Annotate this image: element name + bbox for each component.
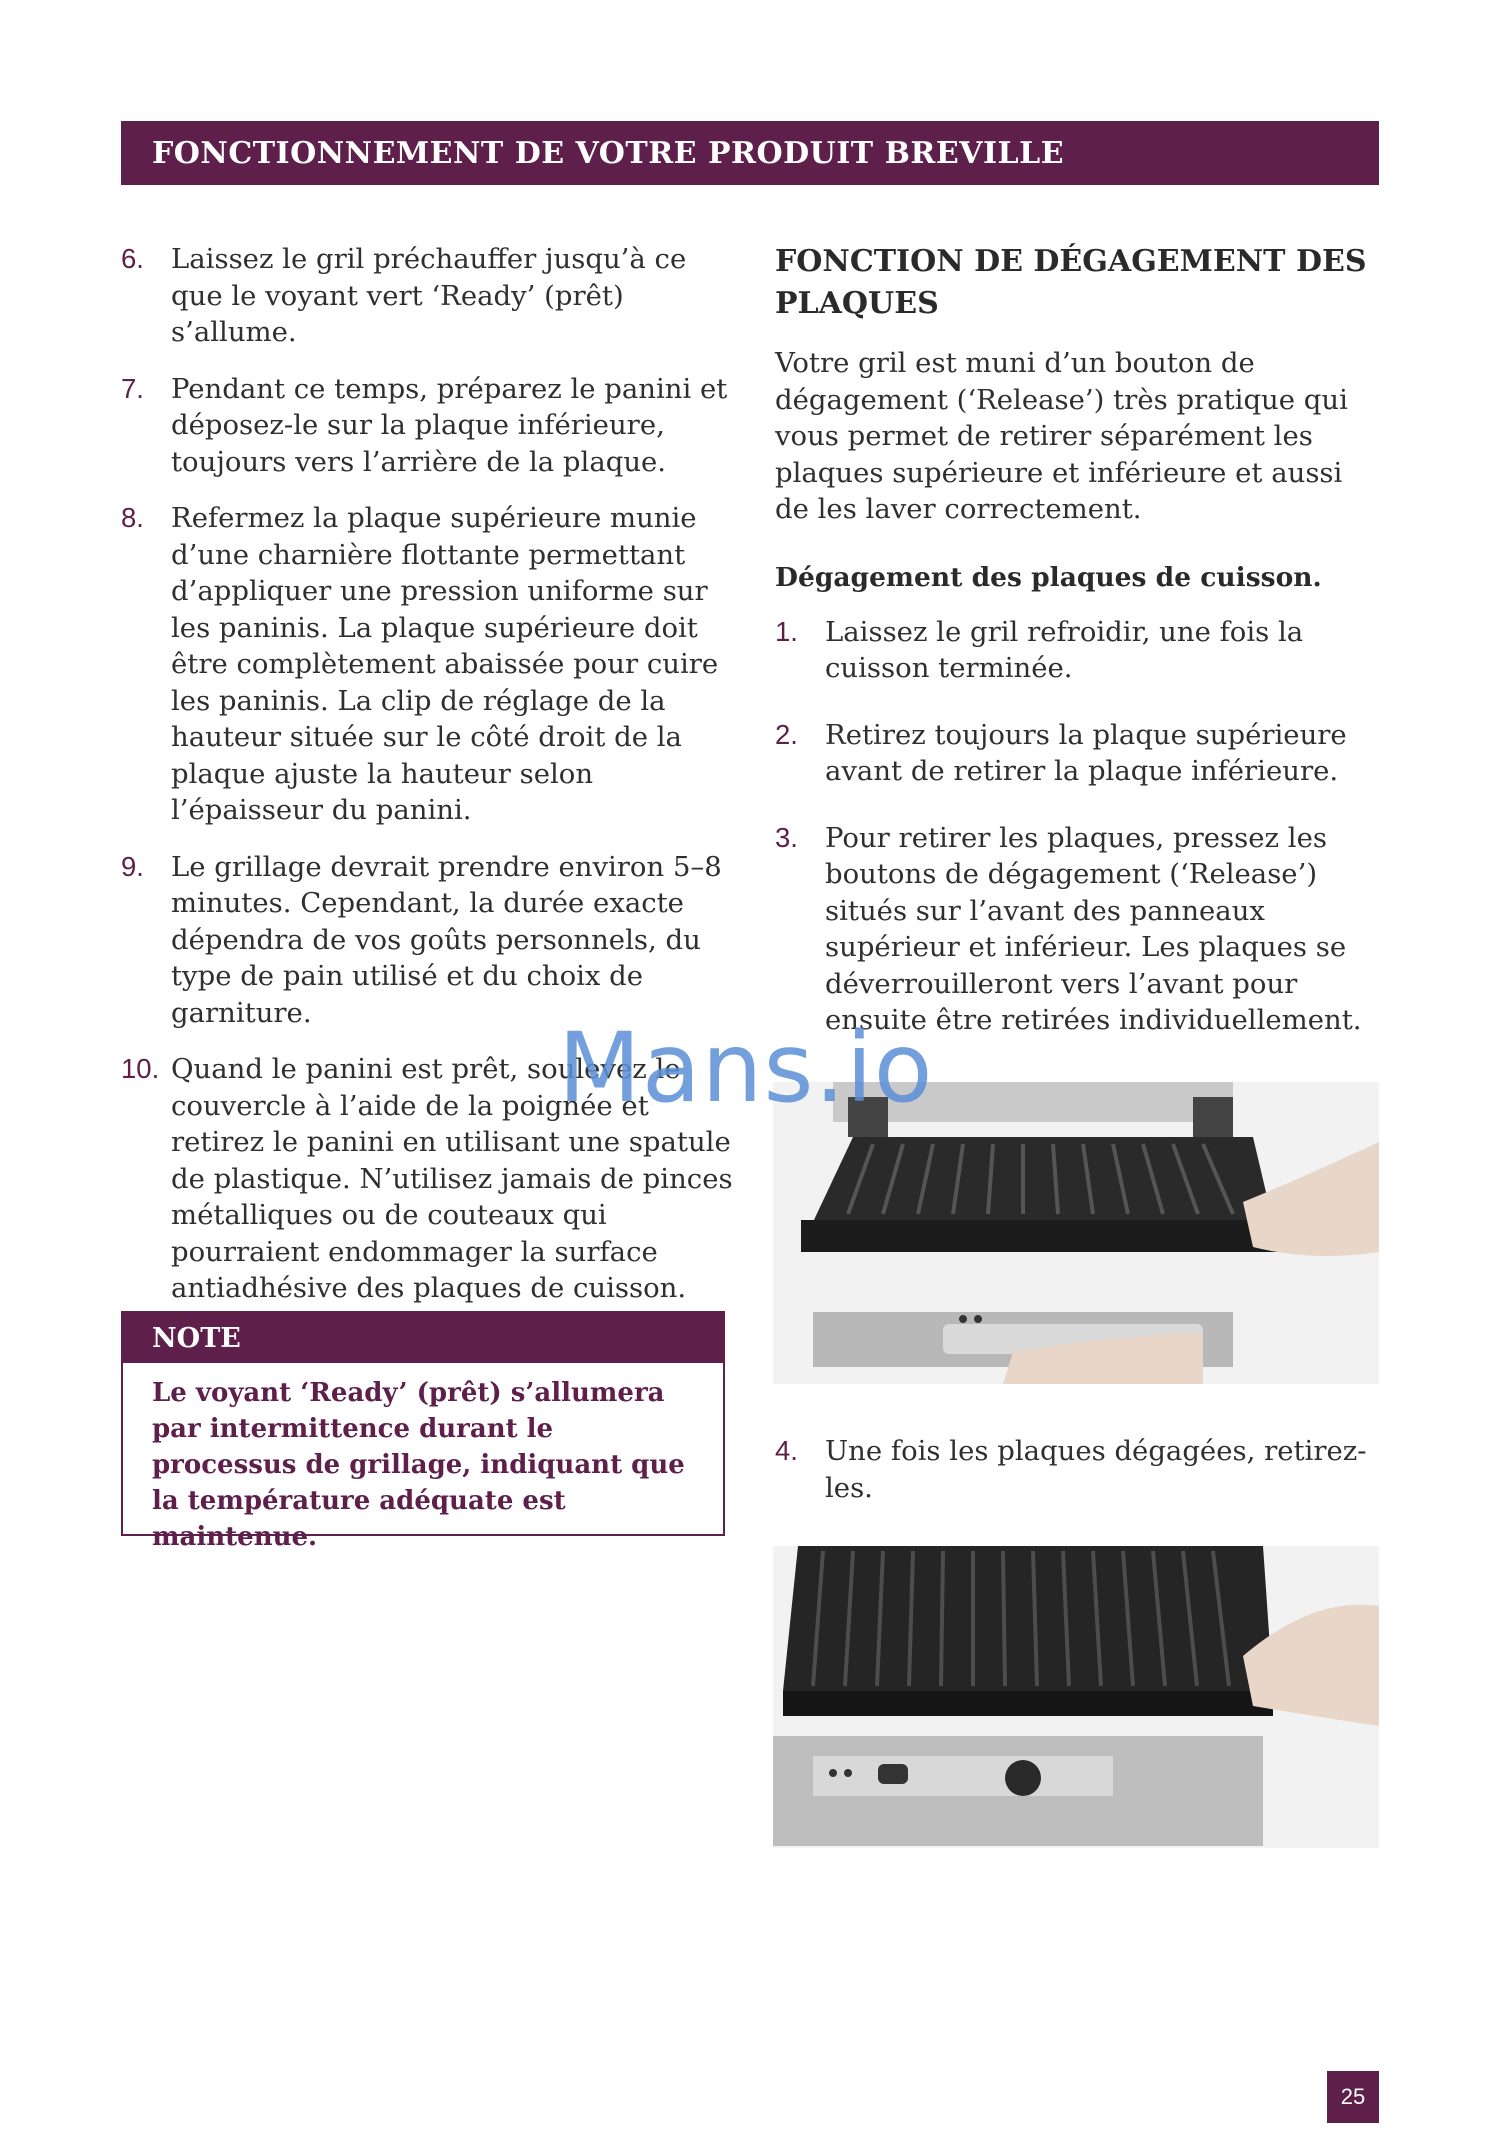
- step-text: Laissez le gril préchauffer jusqu’à ce que le voyant vert ‘Ready’ (prêt) s’allume.: [171, 243, 687, 348]
- step-text: Quand le panini est prêt, soulevez le couvercle à l’aide de la poignée et retirez le panini en utilisant une spatule de plastique. N’utilisez jamais de pinces métalliques ou de couteaux qui pourraient endommager la surface antiadhésive des plaques de cuisson.: [171, 1053, 733, 1304]
- step-text: Le grillage devrait prendre environ 5–8 minutes. Cependant, la durée exacte dépendra de vos goûts personnels, du type de pain utilisé et du choix de garniture.: [171, 850, 722, 1029]
- note-text: Le voyant ‘Ready’ (prêt) s’allumera par intermittence durant le processus de grillage, indiquant que la température adéquate est maintenue.: [152, 1378, 685, 1552]
- step-number: 2.: [775, 718, 798, 750]
- step-6: [121, 241, 741, 351]
- release-step-1: [775, 614, 1379, 687]
- step-text: Pendant ce temps, préparez le panini et déposez-le sur la plaque inférieure, toujours vers l’arrière de la plaque.: [171, 372, 728, 478]
- photo-plate-removed: [773, 1546, 1379, 1848]
- release-step-3: [775, 820, 1379, 1039]
- subheading: Dégagement des plaques de cuisson.: [775, 561, 1322, 593]
- step-number: 1.: [775, 615, 798, 647]
- step-text: Refermez la plaque supérieure munie d’une charnière flottante permettant d’appliquer une pression uniforme sur les paninis. La plaque supérieure doit être complètement abaissée pour cuire les paninis. La clip de réglage de la hauteur située sur le côté droit de la plaque ajuste la hauteur selon l’épaisseur du panini.: [171, 502, 719, 826]
- note-title: NOTE: [123, 1313, 723, 1363]
- step-number: 10.: [121, 1053, 160, 1084]
- grill-plate-removed-illustration: [773, 1546, 1379, 1848]
- right-column: [775, 241, 1379, 1059]
- section-title: FONCTION DE DÉGAGEMENT DES PLAQUES: [775, 244, 1367, 321]
- step-number: 8.: [121, 502, 144, 533]
- section-header-bar: [121, 121, 1379, 185]
- step-7: [121, 371, 741, 481]
- intro-paragraph: Votre gril est muni d’un bouton de dégagement (‘Release’) très pratique qui vous permet de retirer séparément les plaques supérieure et inférieure et aussi de les laver correctement.: [775, 347, 1348, 525]
- step-number: 4.: [775, 1435, 798, 1466]
- step-number: 3.: [775, 821, 798, 853]
- release-step-4: [775, 1433, 1379, 1506]
- release-step-2: [775, 717, 1379, 790]
- left-column: [121, 241, 741, 1327]
- step-text: Pour retirer les plaques, pressez les boutons de dégagement (‘Release’) situés sur l’avant des panneaux supérieur et inférieur. Les plaques se déverrouilleront vers l’avant pour ensuite être retirées individuellement.: [825, 821, 1362, 1036]
- step-number: 9.: [121, 850, 144, 882]
- note-box: [121, 1311, 725, 1552]
- photo-plate-release: [773, 1082, 1379, 1384]
- grill-plate-illustration: [773, 1082, 1379, 1384]
- step-number: 7.: [121, 372, 144, 404]
- step-text: Une fois les plaques dégagées, retirez-les.: [825, 1435, 1367, 1504]
- step-text: Retirez toujours la plaque supérieure avant de retirer la plaque inférieure.: [825, 718, 1347, 787]
- section-header-title: FONCTIONNEMENT DE VOTRE PRODUIT BREVILLE: [152, 135, 1065, 171]
- step-9: [121, 849, 741, 1032]
- page-number: 25: [1327, 2071, 1379, 2123]
- step-number: 6.: [121, 243, 144, 274]
- step-8: [121, 500, 741, 829]
- watermark: Mans.io: [558, 1012, 934, 1124]
- step-text: Laissez le gril refroidir, une fois la cuisson terminée.: [825, 615, 1304, 684]
